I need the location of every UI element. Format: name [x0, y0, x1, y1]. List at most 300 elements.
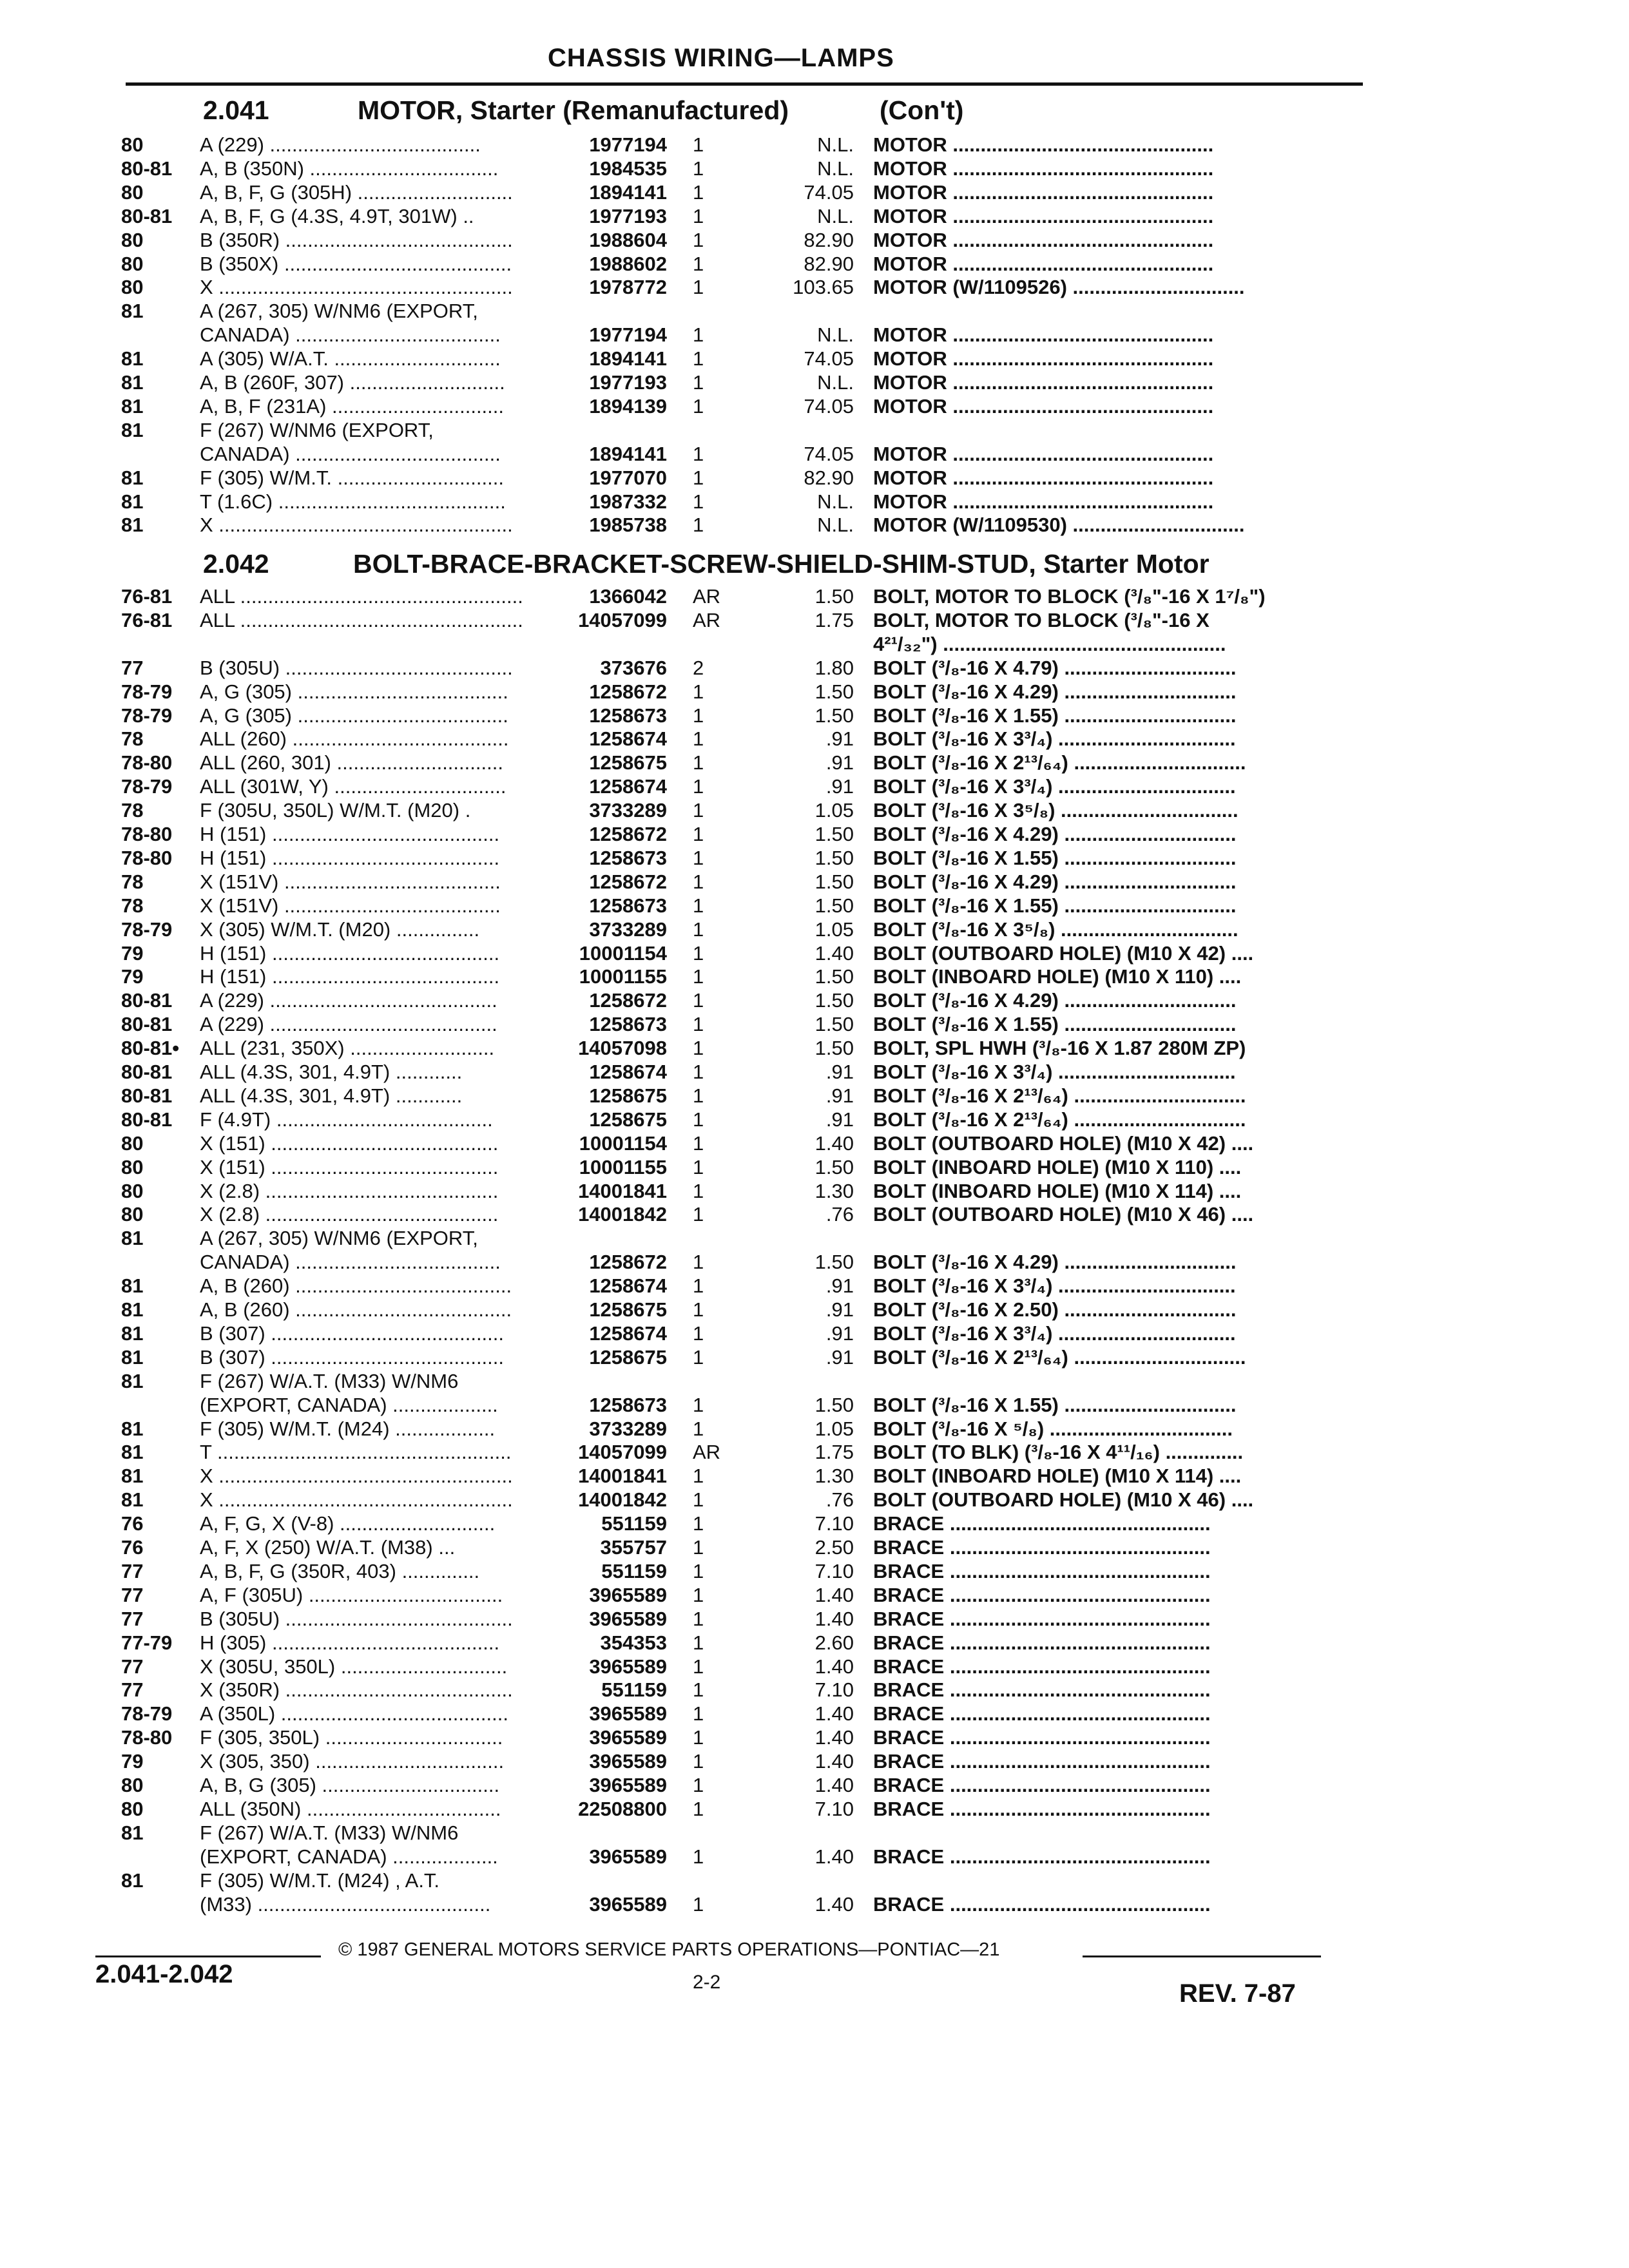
year-cell: 78: [121, 727, 144, 751]
part-number-cell: 1258674: [589, 727, 667, 751]
footer-copyright: © 1987 GENERAL MOTORS SERVICE PARTS OPERATIONS—PONTIAC—21: [338, 1939, 1000, 1960]
quantity-cell: 1: [693, 1061, 704, 1083]
quantity-cell: AR: [693, 585, 721, 608]
year-cell: 78-79: [121, 775, 173, 798]
price-cell: 2.50: [815, 1536, 854, 1559]
price-cell: .76: [825, 1203, 854, 1226]
model-cell: ALL (301W, Y) ...............................: [200, 775, 506, 798]
description-cell: BRACE ...............................................: [873, 1631, 1211, 1654]
model-cell: F (305) W/M.T. (M24) , A.T.: [200, 1869, 440, 1892]
model-cell: (EXPORT, CANADA) ...................: [200, 1393, 498, 1416]
model-cell: X .....................................................: [200, 1465, 513, 1488]
model-cell: X (151) .........................................: [200, 1131, 499, 1155]
section-number: 2.041: [203, 95, 269, 125]
year-cell: 81: [121, 347, 144, 370]
price-cell: 74.05: [804, 347, 854, 370]
year-cell: 78-80: [121, 823, 173, 845]
year-cell: 78: [121, 894, 144, 917]
model-cell: (EXPORT, CANADA) ...................: [200, 1845, 498, 1868]
price-cell: N.L.: [817, 133, 854, 156]
part-number-cell: 1258673: [589, 1013, 667, 1036]
description-cell: BOLT (³/₈-16 X 2¹³/₆₄) ...............................: [873, 1084, 1246, 1107]
year-cell: 76-81: [121, 585, 173, 608]
description-cell: BRACE ...............................................: [873, 1583, 1211, 1606]
year-cell: 76: [121, 1536, 144, 1559]
description-cell: BOLT (³/₈-16 X 1.55) ...............................: [873, 846, 1237, 869]
model-cell: A (267, 305) W/NM6 (EXPORT,: [200, 300, 478, 323]
model-cell: X (305, 350) ..................................: [200, 1750, 505, 1773]
quantity-cell: 1: [693, 1607, 704, 1630]
model-cell: ALL ...................................................: [200, 608, 523, 631]
year-cell: 81: [121, 371, 144, 394]
description-cell: BOLT (OUTBOARD HOLE) (M10 X 46) ....: [873, 1488, 1254, 1512]
model-cell: F (305) W/M.T. ..............................: [200, 466, 504, 489]
description-cell: MOTOR ...............................................: [873, 466, 1214, 489]
section-continued-label: (Con't): [880, 95, 964, 125]
model-cell: A, B, G (305) ................................: [200, 1774, 500, 1796]
model-cell: A (305) W/A.T. ..............................: [200, 347, 501, 370]
quantity-cell: 1: [693, 347, 704, 370]
description-cell: BOLT (³/₈-16 X 3³/₄) ................................: [873, 1274, 1236, 1298]
part-number-cell: 14057098: [578, 1037, 667, 1060]
model-cell: A (229) ......................................: [200, 133, 481, 156]
quantity-cell: AR: [693, 1441, 721, 1464]
description-cell: BRACE ...............................................: [873, 1892, 1211, 1916]
part-number-cell: 3733289: [589, 1417, 667, 1440]
price-cell: .91: [825, 1274, 854, 1298]
price-cell: .91: [825, 751, 854, 774]
model-cell: X (2.8) ..........................................: [200, 1179, 499, 1202]
year-cell: 81: [121, 300, 144, 323]
part-number-cell: 14001842: [578, 1203, 667, 1226]
year-cell: 76-81: [121, 608, 173, 631]
price-cell: 1.75: [815, 1441, 854, 1464]
quantity-cell: 1: [693, 1155, 704, 1178]
quantity-cell: 1: [693, 751, 704, 774]
part-number-cell: 1977194: [589, 323, 667, 347]
revision-label: REV. 7-87: [1179, 1979, 1296, 2008]
quantity-cell: 1: [693, 180, 704, 204]
price-cell: 1.40: [815, 1131, 854, 1155]
model-cell: ALL (350N) ...................................: [200, 1797, 501, 1820]
part-number-cell: 355757: [600, 1536, 667, 1559]
model-cell: A, B, F, G (4.3S, 4.9T, 301W) ..: [200, 204, 474, 227]
description-cell: BRACE ...............................................: [873, 1559, 1211, 1582]
price-cell: 1.50: [815, 989, 854, 1012]
year-cell: 76: [121, 1512, 144, 1535]
model-cell: A (267, 305) W/NM6 (EXPORT,: [200, 1227, 478, 1250]
price-cell: 7.10: [815, 1678, 854, 1702]
part-number-cell: 10001154: [579, 1131, 667, 1155]
description-cell: BOLT (INBOARD HOLE) (M10 X 110) ....: [873, 1155, 1242, 1178]
quantity-cell: 1: [693, 442, 704, 465]
part-number-cell: 1988602: [589, 252, 667, 275]
quantity-cell: 1: [693, 1845, 704, 1868]
price-cell: 1.40: [815, 1892, 854, 1916]
model-cell: A, B, F (231A) ...............................: [200, 394, 505, 418]
description-cell: MOTOR ...............................................: [873, 228, 1214, 251]
quantity-cell: 1: [693, 1298, 704, 1321]
quantity-cell: 1: [693, 1488, 704, 1512]
model-cell: (M33) ..........................................: [200, 1892, 491, 1916]
description-cell: BOLT (OUTBOARD HOLE) (M10 X 42) ....: [873, 941, 1254, 965]
model-cell: B (307) ..........................................: [200, 1321, 505, 1345]
year-cell: 80: [121, 276, 144, 299]
part-number-cell: 1984535: [589, 157, 667, 180]
footer-rule-left: [95, 1956, 321, 1957]
price-cell: 1.50: [815, 1393, 854, 1416]
price-cell: .91: [825, 1345, 854, 1369]
price-cell: .76: [825, 1488, 854, 1512]
year-cell: 78-79: [121, 680, 173, 703]
price-cell: .91: [825, 1321, 854, 1345]
quantity-cell: 1: [693, 1892, 704, 1916]
description-cell: MOTOR ...............................................: [873, 490, 1214, 513]
year-cell: 80: [121, 1797, 144, 1820]
model-cell: X (305) W/M.T. (M20) ...............: [200, 918, 480, 941]
price-cell: .91: [825, 1108, 854, 1131]
year-cell: 77: [121, 1607, 144, 1630]
part-number-cell: 1977193: [589, 371, 667, 394]
part-number-cell: 551159: [601, 1512, 667, 1535]
model-cell: T .....................................................: [200, 1441, 512, 1464]
year-cell: 81: [121, 1465, 144, 1488]
description-cell: BOLT (³/₈-16 X 3³/₄) ................................: [873, 1321, 1236, 1345]
part-number-cell: 14057099: [578, 1441, 667, 1464]
description-cell: 4²¹/₃₂") ...................................................: [873, 632, 1226, 655]
description-cell: BOLT (INBOARD HOLE) (M10 X 114) ....: [873, 1179, 1242, 1202]
part-number-cell: 1258673: [589, 704, 667, 727]
year-cell: 79: [121, 941, 144, 965]
year-cell: 80-81: [121, 1061, 173, 1083]
quantity-cell: 1: [693, 1203, 704, 1226]
price-cell: 103.65: [793, 276, 854, 299]
model-cell: A, G (305) ......................................: [200, 704, 508, 727]
description-cell: BOLT (³/₈-16 X ⁵/₈) .................................: [873, 1417, 1233, 1440]
quantity-cell: 1: [693, 1702, 704, 1725]
model-cell: X (350R) .........................................: [200, 1678, 513, 1702]
description-cell: BOLT (TO BLK) (³/₈-16 X 4¹¹/₁₆) ..............: [873, 1441, 1244, 1464]
price-cell: 74.05: [804, 180, 854, 204]
model-cell: A, B, F, G (350R, 403) ..............: [200, 1559, 480, 1582]
quantity-cell: 1: [693, 1631, 704, 1654]
quantity-cell: 1: [693, 1774, 704, 1796]
year-cell: 81: [121, 1345, 144, 1369]
part-number-cell: 3965589: [589, 1583, 667, 1606]
year-cell: 80-81: [121, 1084, 173, 1107]
year-cell: 81: [121, 466, 144, 489]
model-cell: ALL (231, 350X) ..........................: [200, 1037, 495, 1060]
price-cell: N.L.: [817, 490, 854, 513]
description-cell: BRACE ...............................................: [873, 1726, 1211, 1749]
price-cell: 1.30: [815, 1179, 854, 1202]
year-cell: 80: [121, 1774, 144, 1796]
description-cell: BRACE ...............................................: [873, 1774, 1211, 1796]
model-cell: H (151) .........................................: [200, 846, 500, 869]
price-cell: 1.50: [815, 680, 854, 703]
description-cell: MOTOR ...............................................: [873, 180, 1214, 204]
model-cell: X (151V) .......................................: [200, 870, 501, 893]
model-cell: X (305U, 350L) ..............................: [200, 1655, 508, 1678]
part-number-cell: 14001842: [578, 1488, 667, 1512]
price-cell: 1.50: [815, 846, 854, 869]
year-cell: 81: [121, 394, 144, 418]
description-cell: MOTOR ...............................................: [873, 157, 1214, 180]
price-cell: 1.05: [815, 1417, 854, 1440]
part-number-cell: 3965589: [589, 1607, 667, 1630]
part-number-cell: 3965589: [589, 1750, 667, 1773]
model-cell: A, B (260F, 307) ............................: [200, 371, 505, 394]
footer-section-range: 2.041-2.042: [95, 1960, 233, 1988]
quantity-cell: 1: [693, 1393, 704, 1416]
part-number-cell: 1258674: [589, 1274, 667, 1298]
price-cell: N.L.: [817, 204, 854, 227]
year-cell: 79: [121, 1750, 144, 1773]
description-cell: MOTOR ...............................................: [873, 394, 1214, 418]
model-cell: F (267) W/A.T. (M33) W/NM6: [200, 1821, 459, 1844]
model-cell: F (305) W/M.T. (M24) ..................: [200, 1417, 496, 1440]
year-cell: 81: [121, 1488, 144, 1512]
description-cell: BOLT (³/₈-16 X 2¹³/₆₄) ...............................: [873, 751, 1246, 774]
price-cell: 82.90: [804, 228, 854, 251]
price-cell: 82.90: [804, 252, 854, 275]
price-cell: 2.60: [815, 1631, 854, 1654]
description-cell: BOLT (OUTBOARD HOLE) (M10 X 42) ....: [873, 1131, 1254, 1155]
quantity-cell: 1: [693, 727, 704, 751]
description-cell: MOTOR (W/1109530) ...............................: [873, 514, 1245, 537]
model-cell: X (151V) .......................................: [200, 894, 501, 917]
description-cell: MOTOR ...............................................: [873, 133, 1214, 156]
year-cell: 81: [121, 1227, 144, 1250]
quantity-cell: 1: [693, 1797, 704, 1820]
quantity-cell: 1: [693, 1321, 704, 1345]
quantity-cell: 1: [693, 941, 704, 965]
description-cell: BOLT (³/₈-16 X 1.55) ...............................: [873, 894, 1237, 917]
description-cell: BOLT (³/₈-16 X 1.55) ...............................: [873, 1393, 1237, 1416]
quantity-cell: 1: [693, 394, 704, 418]
description-cell: BRACE ...............................................: [873, 1702, 1211, 1725]
description-cell: BOLT (³/₈-16 X 4.29) ...............................: [873, 870, 1237, 893]
year-cell: 77: [121, 1655, 144, 1678]
price-cell: 74.05: [804, 442, 854, 465]
description-cell: BOLT (³/₈-16 X 4.29) ...............................: [873, 989, 1237, 1012]
year-cell: 81: [121, 1869, 144, 1892]
part-number-cell: 551159: [601, 1559, 667, 1582]
model-cell: X .....................................................: [200, 514, 513, 537]
description-cell: BOLT (³/₈-16 X 4.29) ...............................: [873, 680, 1237, 703]
quantity-cell: 1: [693, 1013, 704, 1036]
model-cell: A, F, G, X (V-8) ............................: [200, 1512, 496, 1535]
model-cell: A, F, X (250) W/A.T. (M38) ...: [200, 1536, 456, 1559]
page-number: 2-2: [693, 1972, 721, 1993]
model-cell: A (350L) .........................................: [200, 1702, 508, 1725]
model-cell: A, G (305) ......................................: [200, 680, 508, 703]
quantity-cell: 1: [693, 989, 704, 1012]
year-cell: 80: [121, 1155, 144, 1178]
model-cell: H (151) .........................................: [200, 823, 500, 845]
quantity-cell: 1: [693, 371, 704, 394]
price-cell: 1.50: [815, 1251, 854, 1274]
description-cell: MOTOR ...............................................: [873, 371, 1214, 394]
part-number-cell: 14001841: [578, 1179, 667, 1202]
quantity-cell: 1: [693, 1512, 704, 1535]
quantity-cell: 1: [693, 1108, 704, 1131]
header-rule: [126, 82, 1363, 86]
year-cell: 80-81•: [121, 1037, 180, 1060]
year-cell: 80: [121, 1203, 144, 1226]
year-cell: 77-79: [121, 1631, 173, 1654]
price-cell: .91: [825, 1084, 854, 1107]
quantity-cell: 1: [693, 514, 704, 537]
year-cell: 81: [121, 418, 144, 441]
description-cell: MOTOR ...............................................: [873, 204, 1214, 227]
description-cell: BRACE ...............................................: [873, 1536, 1211, 1559]
model-cell: ALL ...................................................: [200, 585, 523, 608]
quantity-cell: 1: [693, 157, 704, 180]
description-cell: BRACE ...............................................: [873, 1678, 1211, 1702]
year-cell: 81: [121, 1321, 144, 1345]
part-number-cell: 3965589: [589, 1655, 667, 1678]
year-cell: 81: [121, 1274, 144, 1298]
quantity-cell: 1: [693, 846, 704, 869]
price-cell: 1.40: [815, 1726, 854, 1749]
description-cell: BRACE ...............................................: [873, 1607, 1211, 1630]
price-cell: .91: [825, 727, 854, 751]
description-cell: BOLT, MOTOR TO BLOCK (³/₈"-16 X 1⁷/₈"): [873, 585, 1266, 608]
quantity-cell: 1: [693, 1655, 704, 1678]
model-cell: T (1.6C) .........................................: [200, 490, 506, 513]
quantity-cell: 1: [693, 1179, 704, 1202]
price-cell: 1.40: [815, 1702, 854, 1725]
description-cell: MOTOR ...............................................: [873, 323, 1214, 347]
price-cell: 7.10: [815, 1512, 854, 1535]
quantity-cell: 1: [693, 918, 704, 941]
model-cell: A, F (305U) ...................................: [200, 1583, 503, 1606]
part-number-cell: 1258673: [589, 894, 667, 917]
description-cell: BOLT (³/₈-16 X 3⁵/₈) ................................: [873, 918, 1239, 941]
part-number-cell: 10001154: [579, 941, 667, 965]
model-cell: H (305) .........................................: [200, 1631, 500, 1654]
year-cell: 81: [121, 1298, 144, 1321]
quantity-cell: AR: [693, 608, 721, 631]
section-number: 2.042: [203, 549, 269, 579]
part-number-cell: 551159: [601, 1678, 667, 1702]
price-cell: N.L.: [817, 371, 854, 394]
year-cell: 81: [121, 1821, 144, 1844]
price-cell: 1.80: [815, 656, 854, 679]
quantity-cell: 1: [693, 680, 704, 703]
model-cell: X (151) .........................................: [200, 1155, 499, 1178]
description-cell: BOLT (³/₈-16 X 4.29) ...............................: [873, 823, 1237, 845]
part-number-cell: 1977193: [589, 204, 667, 227]
description-cell: BRACE ...............................................: [873, 1797, 1211, 1820]
part-number-cell: 1258672: [589, 870, 667, 893]
quantity-cell: 1: [693, 1583, 704, 1606]
quantity-cell: 1: [693, 775, 704, 798]
year-cell: 80-81: [121, 989, 173, 1012]
year-cell: 80-81: [121, 204, 173, 227]
model-cell: B (307) ..........................................: [200, 1345, 505, 1369]
price-cell: .91: [825, 775, 854, 798]
quantity-cell: 1: [693, 704, 704, 727]
description-cell: MOTOR (W/1109526) ...............................: [873, 276, 1245, 299]
part-number-cell: 1258673: [589, 846, 667, 869]
model-cell: X .....................................................: [200, 1488, 513, 1512]
page-title: CHASSIS WIRING—LAMPS: [548, 44, 894, 72]
quantity-cell: 1: [693, 1750, 704, 1773]
description-cell: MOTOR ...............................................: [873, 442, 1214, 465]
part-number-cell: 3965589: [589, 1845, 667, 1868]
part-number-cell: 1258672: [589, 989, 667, 1012]
model-cell: CANADA) .....................................: [200, 323, 501, 347]
model-cell: A, B (260) .......................................: [200, 1298, 512, 1321]
year-cell: 80: [121, 1131, 144, 1155]
part-number-cell: 22508800: [578, 1797, 667, 1820]
model-cell: ALL (260, 301) ..............................: [200, 751, 503, 774]
description-cell: BRACE ...............................................: [873, 1512, 1211, 1535]
description-cell: BRACE ...............................................: [873, 1655, 1211, 1678]
quantity-cell: 1: [693, 894, 704, 917]
part-number-cell: 3965589: [589, 1892, 667, 1916]
part-number-cell: 1258674: [589, 1321, 667, 1345]
model-cell: B (305U) .........................................: [200, 1607, 513, 1630]
description-cell: BOLT, SPL HWH (³/₈-16 X 1.87 280M ZP): [873, 1037, 1246, 1060]
part-number-cell: 1988604: [589, 228, 667, 251]
part-number-cell: 1258675: [589, 1084, 667, 1107]
year-cell: 80: [121, 1179, 144, 1202]
quantity-cell: 1: [693, 1345, 704, 1369]
part-number-cell: 1987332: [589, 490, 667, 513]
price-cell: 1.50: [815, 585, 854, 608]
quantity-cell: 1: [693, 1251, 704, 1274]
quantity-cell: 2: [693, 656, 704, 679]
quantity-cell: 1: [693, 133, 704, 156]
description-cell: BOLT (³/₈-16 X 4.79) ...............................: [873, 656, 1237, 679]
year-cell: 78: [121, 799, 144, 822]
quantity-cell: 1: [693, 204, 704, 227]
model-cell: F (267) W/NM6 (EXPORT,: [200, 418, 434, 441]
year-cell: 80-81: [121, 1108, 173, 1131]
description-cell: BOLT (³/₈-16 X 3⁵/₈) ................................: [873, 799, 1239, 822]
quantity-cell: 1: [693, 323, 704, 347]
price-cell: 1.50: [815, 1037, 854, 1060]
model-cell: CANADA) .....................................: [200, 1251, 501, 1274]
description-cell: BOLT, MOTOR TO BLOCK (³/₈"-16 X: [873, 608, 1210, 631]
model-cell: F (305U, 350L) W/M.T. (M20) .: [200, 799, 471, 822]
quantity-cell: 1: [693, 490, 704, 513]
year-cell: 77: [121, 1559, 144, 1582]
model-cell: X .....................................................: [200, 276, 513, 299]
price-cell: 1.50: [815, 704, 854, 727]
part-number-cell: 10001155: [579, 1155, 667, 1178]
description-cell: BRACE ...............................................: [873, 1750, 1211, 1773]
description-cell: BOLT (³/₈-16 X 2.50) ...............................: [873, 1298, 1237, 1321]
year-cell: 78-79: [121, 704, 173, 727]
part-number-cell: 1985738: [589, 514, 667, 537]
price-cell: N.L.: [817, 157, 854, 180]
part-number-cell: 1894139: [589, 394, 667, 418]
price-cell: 1.40: [815, 1750, 854, 1773]
year-cell: 78-79: [121, 918, 173, 941]
price-cell: 1.50: [815, 894, 854, 917]
model-cell: X (2.8) ..........................................: [200, 1203, 499, 1226]
year-cell: 77: [121, 1583, 144, 1606]
quantity-cell: 1: [693, 1559, 704, 1582]
year-cell: 81: [121, 1417, 144, 1440]
year-cell: 80: [121, 228, 144, 251]
year-cell: 80-81: [121, 1013, 173, 1036]
quantity-cell: 1: [693, 1678, 704, 1702]
